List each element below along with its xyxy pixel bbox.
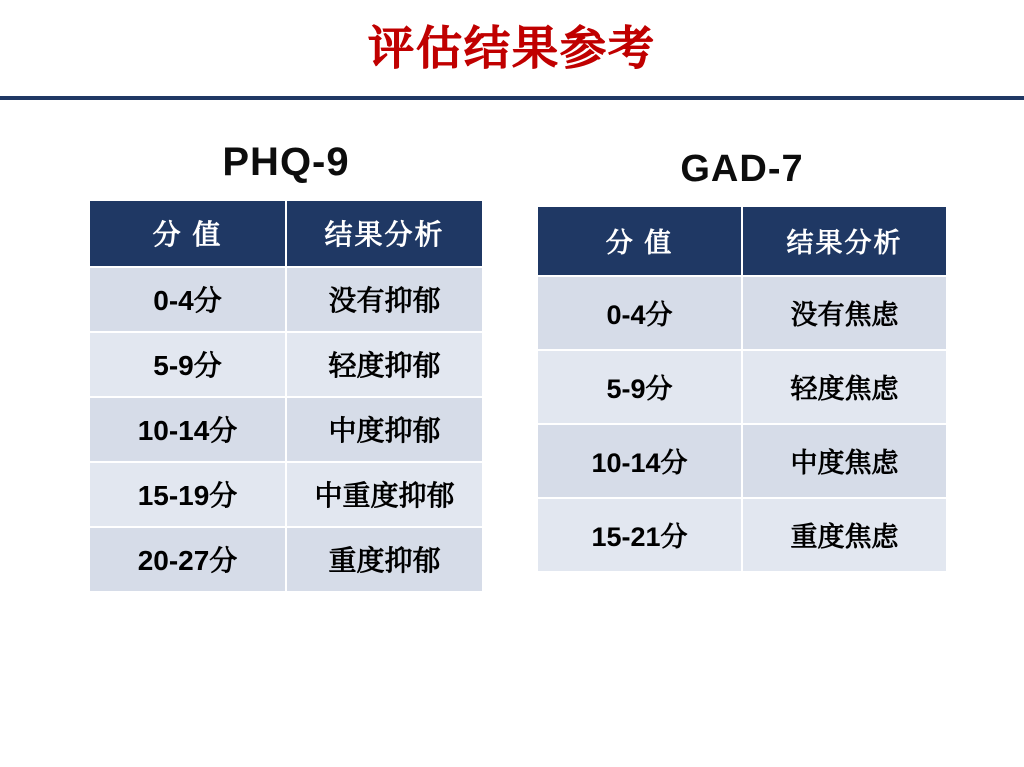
gad7-table-body xyxy=(537,276,947,572)
title-divider xyxy=(0,96,1024,100)
phq9-result-cell: 轻度抑郁 xyxy=(286,332,483,397)
phq9-score-cell: 10-14分 xyxy=(89,397,286,462)
phq9-caption: PHQ-9 xyxy=(222,140,350,184)
table-row xyxy=(89,267,483,332)
table-row xyxy=(89,462,483,527)
table-row xyxy=(89,332,483,397)
page-title: 评估结果参考 xyxy=(368,22,656,74)
table-header-row xyxy=(537,206,947,276)
phq9-score-cell: 5-9分 xyxy=(89,332,286,397)
gad7-score-table xyxy=(536,205,948,573)
slide-title-bar xyxy=(0,0,1024,96)
gad7-header-result: 结果分析 xyxy=(742,206,947,276)
table-row xyxy=(89,397,483,462)
table-row xyxy=(537,498,947,572)
gad7-table-head xyxy=(537,206,947,276)
phq9-result-cell: 中度抑郁 xyxy=(286,397,483,462)
table-row xyxy=(537,350,947,424)
table-row xyxy=(89,527,483,592)
phq9-header-result: 结果分析 xyxy=(286,200,483,267)
table-header-row xyxy=(89,200,483,267)
gad7-result-cell: 没有焦虑 xyxy=(742,276,947,350)
gad7-score-cell: 0-4分 xyxy=(537,276,742,350)
table-row xyxy=(537,424,947,498)
gad7-score-cell: 15-21分 xyxy=(537,498,742,572)
gad7-caption: GAD-7 xyxy=(680,148,804,190)
phq9-score-cell: 20-27分 xyxy=(89,527,286,592)
phq9-result-cell: 重度抑郁 xyxy=(286,527,483,592)
phq9-score-cell: 0-4分 xyxy=(89,267,286,332)
phq9-result-cell: 中重度抑郁 xyxy=(286,462,483,527)
gad7-result-cell: 中度焦虑 xyxy=(742,424,947,498)
phq9-score-table xyxy=(88,199,484,593)
table-row xyxy=(537,276,947,350)
gad7-score-cell: 10-14分 xyxy=(537,424,742,498)
phq9-header-score: 分 值 xyxy=(89,200,286,267)
gad7-score-cell: 5-9分 xyxy=(537,350,742,424)
gad7-result-cell: 重度焦虑 xyxy=(742,498,947,572)
tables-container xyxy=(0,120,1024,680)
gad7-result-cell: 轻度焦虑 xyxy=(742,350,947,424)
phq9-table-head xyxy=(89,200,483,267)
phq9-score-cell: 15-19分 xyxy=(89,462,286,527)
phq9-result-cell: 没有抑郁 xyxy=(286,267,483,332)
gad7-table-block xyxy=(536,148,948,573)
gad7-header-score: 分 值 xyxy=(537,206,742,276)
phq9-table-block xyxy=(88,140,484,593)
phq9-table-body xyxy=(89,267,483,592)
